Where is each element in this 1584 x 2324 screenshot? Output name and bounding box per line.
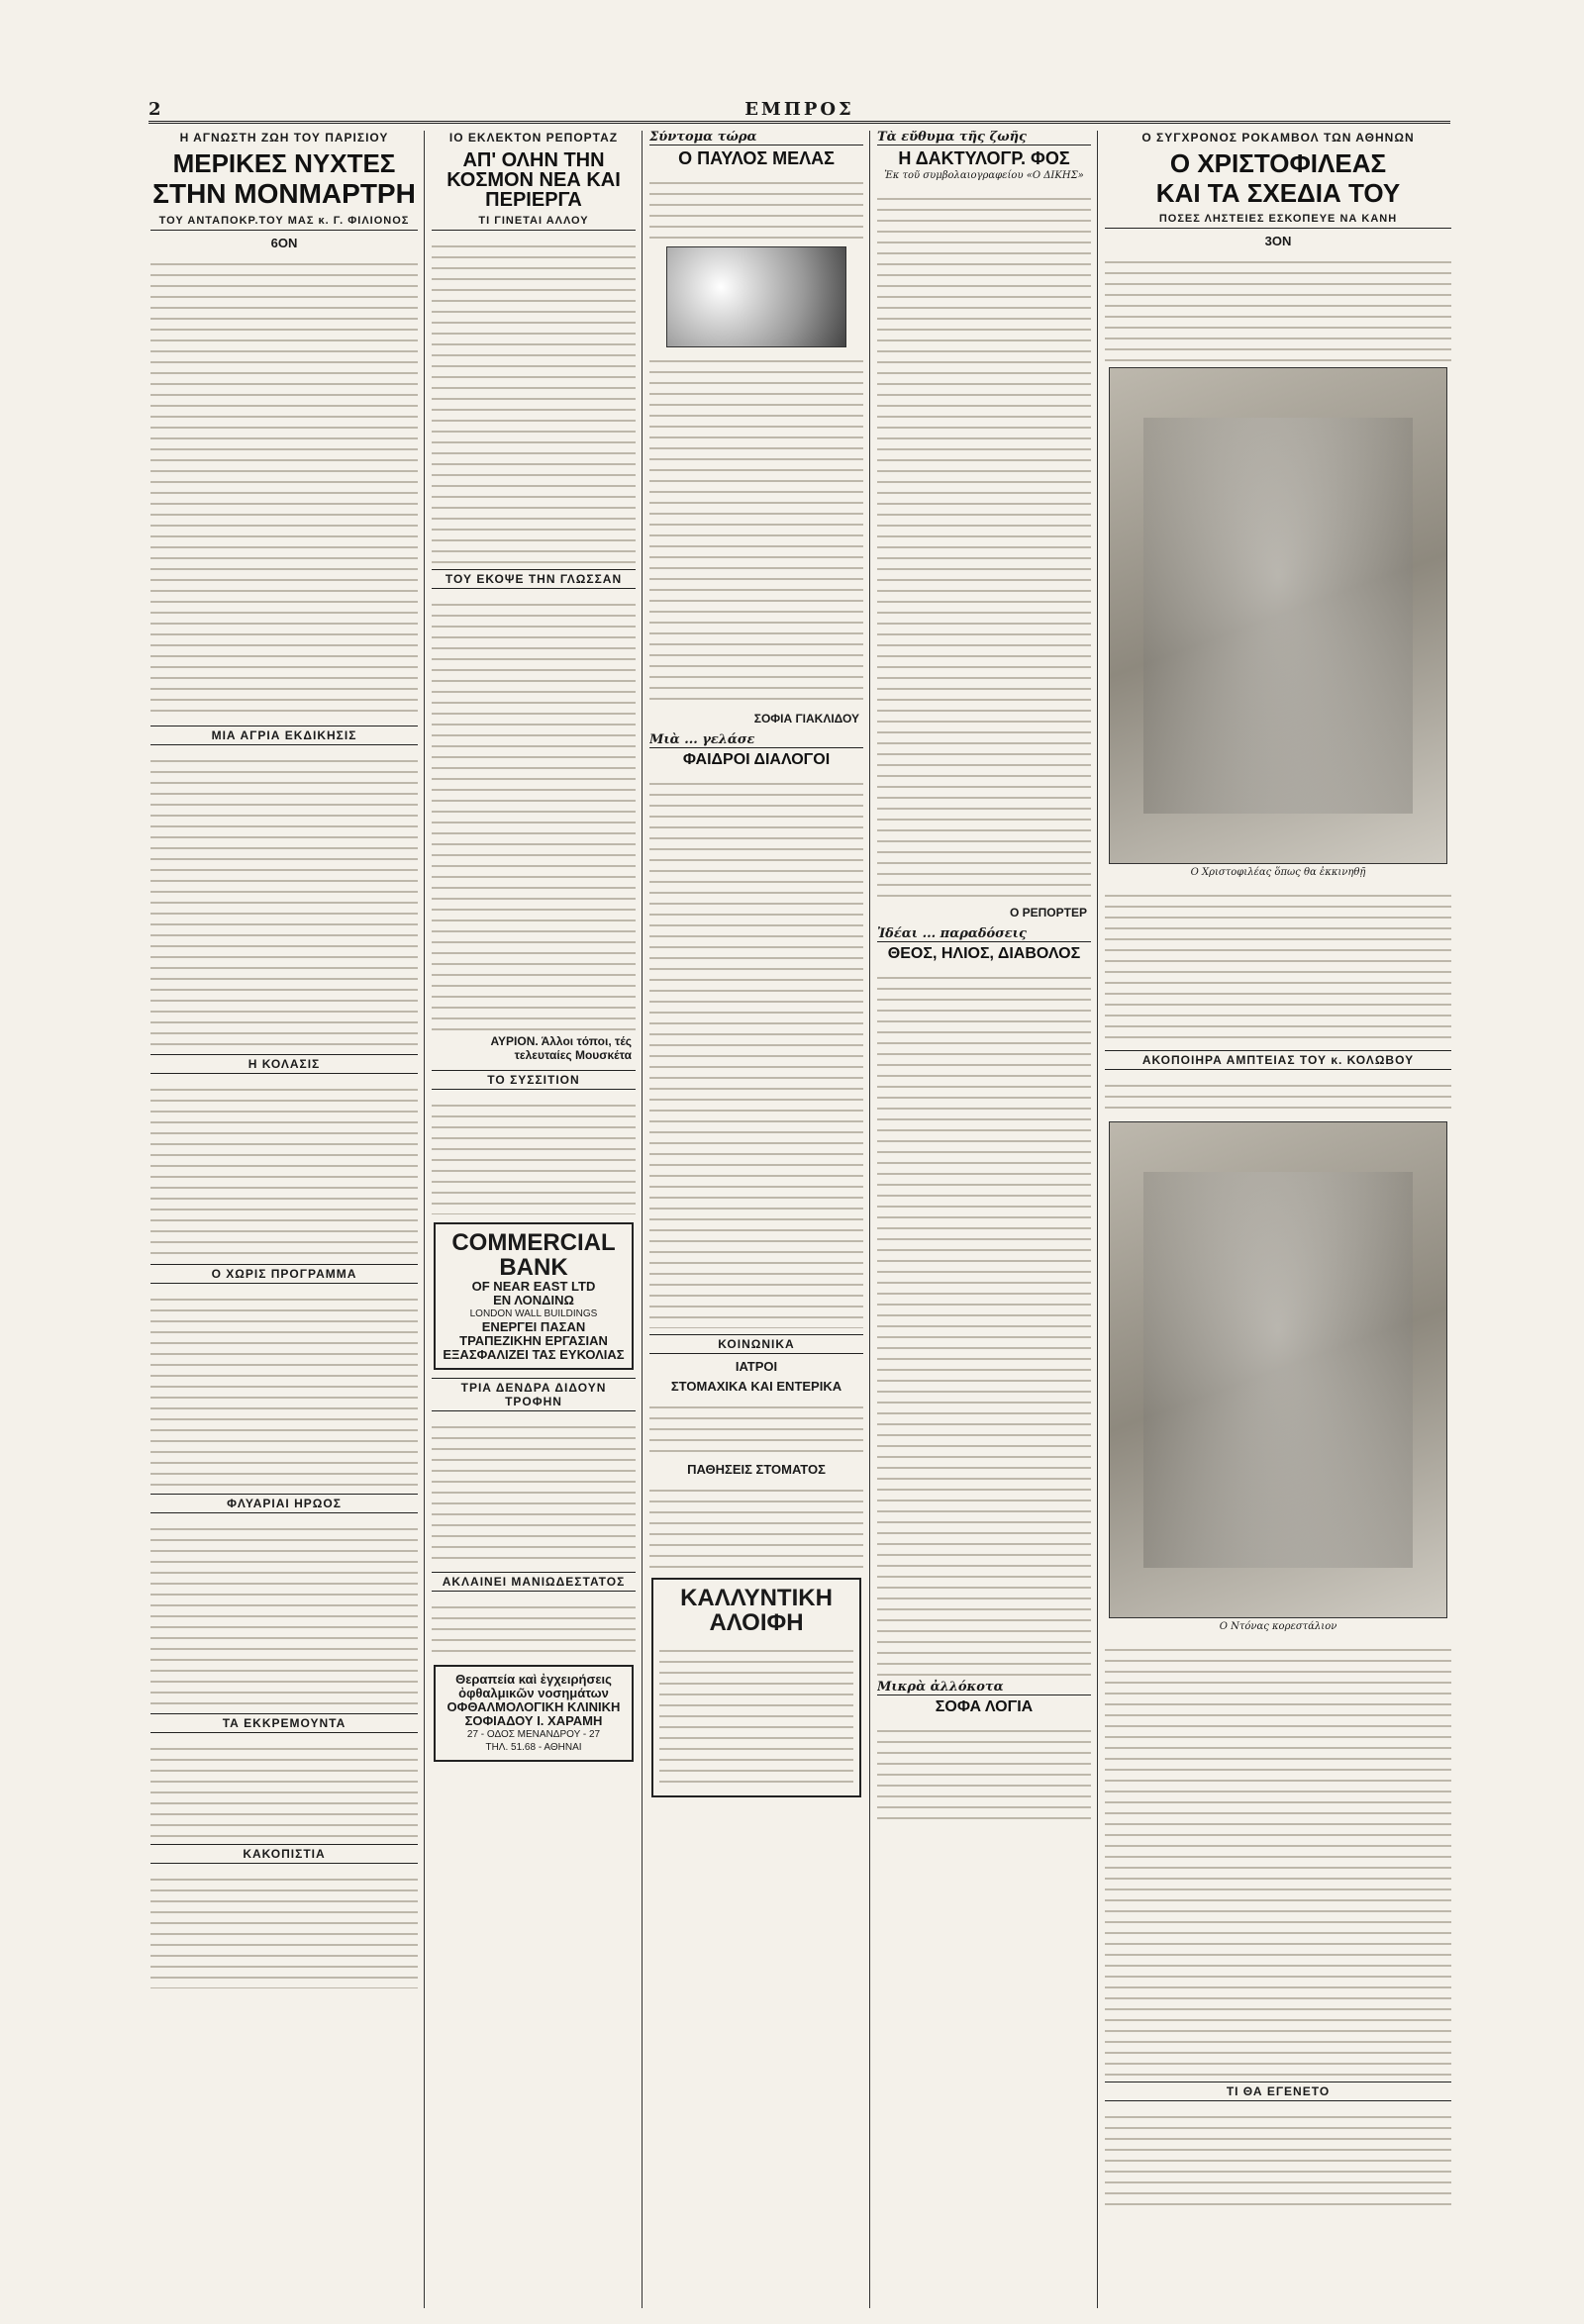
ad-line: 27 - ΟΔΟΣ ΜΕΝΑΝΔΡΟΥ - 27: [466, 1729, 601, 1741]
text-body: [432, 1598, 636, 1657]
ad-line: ΕΝ ΛΟΝΔΙΝΩ: [493, 1293, 574, 1308]
text-body: [649, 173, 863, 242]
byline: ΤΟΥ ΑΝΤΑΠΟΚΡ.ΤΟΥ ΜΑΣ κ. Γ. ΦΙΛΙΟΝΟΣ: [150, 214, 418, 231]
column-4: [877, 131, 1091, 2308]
photo-caption: Ο Χριστοφιλέας ὅπως θα ἐκκινηθῇ: [1190, 867, 1366, 878]
headline-bottom: ΣΤΗΝ ΜΟΝΜΑΡΤΡΗ: [152, 178, 416, 209]
ad-line: Θεραπεία καὶ ἐγχειρήσεις ὀφθαλμικῶν νοσημάτων: [455, 1672, 612, 1701]
text-body: [1105, 886, 1451, 1044]
subheading: ΑΚΛΑΙΝΕΙ ΜΑΝΙΩΔΕΣΤΑΤΟΣ: [432, 1572, 636, 1592]
ointment-advertisement: [651, 1578, 861, 1797]
ad-title: ΚΑΛΛΥΝΤΙΚΗ ΑΛΟΙΦΗ: [680, 1585, 833, 1637]
subheading: ΤΟ ΣΥΣΣΙΤΙΟΝ: [432, 1070, 636, 1090]
section-label: Ἰδέαι ... παραδόσεις: [877, 927, 1091, 942]
text-body: [877, 189, 1091, 902]
text-body: [432, 237, 636, 563]
text-body: [649, 351, 863, 708]
ad-line: ΕΝΕΡΓΕΙ ΠΑΣΑΝ ΤΡΑΠΕΖΙΚΗΝ ΕΡΓΑΣΙΑΝ: [459, 1319, 608, 1349]
subheading: ΙΑΤΡΟΙ: [735, 1359, 778, 1374]
text-body: [649, 774, 863, 1328]
subheading: ΤΡΙΑ ΔΕΝΔΡΑ ΔΙΔΟΥΝ ΤΡΟΦΗΝ: [432, 1378, 636, 1411]
column-rule: [642, 131, 643, 2308]
section-label: Τὰ εὔθυμα τῆς ζωῆς: [877, 131, 1091, 145]
text-body: [432, 595, 636, 1030]
ad-line: ΕΞΑΣΦΑΛΙΖΕΙ ΤΑΣ ΕΥΚΟΛΙΑΣ: [443, 1347, 625, 1363]
deck: ΤΙ ΓΙΝΕΤΑΙ ΑΛΛΟΥ: [432, 214, 636, 231]
photo-dona: [1109, 1121, 1447, 1618]
subheading: ΚΟΙΝΩΝΙΚΑ: [649, 1334, 863, 1354]
ad-line: ΟΦΘΑΛΜΟΛΟΓΙΚΗ ΚΛΙΝΙΚΗ: [446, 1699, 621, 1715]
headline-top: Ο ΧΡΙΣΤΟΦΙΛΕΑΣ: [1169, 148, 1387, 178]
ad-line: ΣΟΦΙΑΔΟΥ Ι. ΧΑΡΑΜΗ: [464, 1713, 603, 1729]
text-body: [150, 751, 418, 1048]
photo-caption: Ο Ντόνας κορεστάλιον: [1219, 1621, 1337, 1632]
subheading: ΣΤΟΜΑΧΙΚΑ ΚΑΙ ΕΝΤΕΡΙΚΑ: [670, 1379, 842, 1394]
ad-line: OF NEAR EAST LTD: [471, 1279, 596, 1295]
text-body: [1105, 1076, 1451, 1115]
text-body: [432, 1096, 636, 1214]
text-body: [659, 1641, 853, 1790]
section-number: 6ΟΝ: [270, 236, 298, 250]
deck: ΠΟΣΕΣ ΛΗΣΤΕΙΕΣ ΕΣΚΟΠΕΥΕ ΝΑ ΚΑΝΗ: [1105, 212, 1451, 229]
subheading: Ο ΧΩΡΙΣ ΠΡΟΓΡΑΜΜΑ: [150, 1264, 418, 1284]
subheading: Η ΚΟΛΑΣΙΣ: [150, 1054, 418, 1074]
subheading: ΤΑ ΕΚΚΡΕΜΟΥΝΤΑ: [150, 1713, 418, 1733]
text-body: [150, 1080, 418, 1258]
subheading: ΚΑΚΟΠΙΣΤΙΑ: [150, 1844, 418, 1864]
article-kicker: ΙΟ ΕΚΛΕΚΤΟΝ ΡΕΠΟΡΤΑΖ: [448, 131, 619, 145]
text-body: [1105, 1640, 1451, 2076]
bank-advertisement: [434, 1222, 634, 1370]
headline: Η ΔΑΚΤΥΛΟΓΡ. ΦΟΣ: [898, 148, 1070, 168]
article-kicker: Ο ΣΥΓΧΡΟΝΟΣ ΡΟΚΑΜΒΟΛ ΤΩΝ ΑΘΗΝΩΝ: [1141, 131, 1415, 145]
subheading: ΤΙ ΘΑ ΕΓΕΝΕΤΟ: [1105, 2082, 1451, 2101]
ad-line: LONDON WALL BUILDINGS: [469, 1308, 598, 1320]
deck: Ἐκ τοῦ συμβολαιογραφείου «Ο ΔΙΚΗΣ»: [884, 170, 1084, 181]
text-body: [649, 1481, 863, 1570]
article-kicker: Η ΑΓΝΩΣΤΗ ΖΩΗ ΤΟΥ ΠΑΡΙΣΙΟΥ: [179, 131, 389, 145]
subheading: ΠΑΘΗΣΕΙΣ ΣΤΟΜΑΤΟΣ: [687, 1462, 826, 1477]
subheading: ΦΛΥΑΡΙΑΙ ΗΡΩΟΣ: [150, 1494, 418, 1513]
ad-line: ΤΗΛ. 51.68 - ΑΘΗΝΑΙ: [485, 1742, 582, 1754]
subheading: ΜΙΑ ΑΓΡΙΑ ΕΚΔΙΚΗΣΙΣ: [150, 726, 418, 745]
column-1: [150, 131, 418, 2308]
column-rule: [1097, 131, 1098, 2308]
headline: ΑΠ' ΟΛΗΝ ΤΗΝ ΚΟΣΜΟΝ ΝΕΑ ΚΑΙ ΠΕΡΙΕΡΓΑ: [446, 149, 621, 211]
column-rule: [869, 131, 870, 2308]
subheading: ΑΚΟΠΟΙΗΡΑ ΑΜΠΤΕΙΑΣ ΤΟΥ κ. ΚΟΛΩΒΟΥ: [1105, 1050, 1451, 1070]
headline: ΘΕΟΣ, ΗΛΙΟΣ, ΔΙΑΒΟΛΟΣ: [887, 945, 1081, 962]
headline-top: ΜΕΡΙΚΕΣ ΝΥΧΤΕΣ: [172, 148, 396, 178]
text-body: [150, 1290, 418, 1488]
section-label: Μιὰ ... γελάσε: [649, 733, 863, 748]
text-body: [432, 1417, 636, 1566]
text-body: [649, 1398, 863, 1457]
text-body: [150, 1739, 418, 1838]
section-label: Μικρὰ ἀλλόκοτα: [877, 1681, 1091, 1695]
page-number: 2: [148, 99, 161, 120]
column-3: [649, 131, 863, 2308]
children-illustration: [666, 246, 846, 347]
section-number: 3ΟΝ: [1264, 234, 1292, 248]
column-rule: [424, 131, 425, 2308]
masthead: [148, 99, 1450, 124]
clinic-advertisement: [434, 1665, 634, 1762]
photo-christofileas: [1109, 367, 1447, 864]
text-body: [1105, 252, 1451, 361]
text-body: [150, 1870, 418, 1988]
headline: Ο ΠΑΥΛΟΣ ΜΕΛΑΣ: [678, 148, 835, 168]
text-body: [877, 968, 1091, 1681]
text-body: [150, 1519, 418, 1707]
text-body: [1105, 2107, 1451, 2206]
text-body: [877, 1721, 1091, 1820]
column-2: [432, 131, 636, 2308]
headline: ΦΑΙΔΡΟΙ ΔΙΑΛΟΓΟΙ: [682, 751, 831, 768]
column-5: [1105, 131, 1451, 2308]
headline: ΣΟΦΑ ΛΟΓΙΑ: [935, 1698, 1034, 1715]
section-label: Σύντομα τώρα: [649, 131, 863, 145]
subheading: ΤΟΥ ΕΚΟΨΕ ΤΗΝ ΓΛΩΣΣΑΝ: [432, 569, 636, 589]
text-body: [150, 254, 418, 720]
newspaper-name: ΕΜΠΡΟΣ: [744, 99, 854, 120]
article-signature: ΣΟΦΙΑ ΓΙΑΚΛΙΔΟΥ: [753, 712, 859, 726]
ad-title: COMMERCIAL BANK: [451, 1229, 616, 1282]
article-signature: ΑΥΡΙΟΝ. Άλλοι τόποι, τές τελευταίες Μουσκέτα: [490, 1034, 632, 1062]
article-signature: Ο ΡΕΠΟΡΤΕΡ: [1009, 906, 1087, 920]
headline-bottom: ΚΑΙ ΤΑ ΣΧΕΔΙΑ ΤΟΥ: [1155, 178, 1401, 208]
